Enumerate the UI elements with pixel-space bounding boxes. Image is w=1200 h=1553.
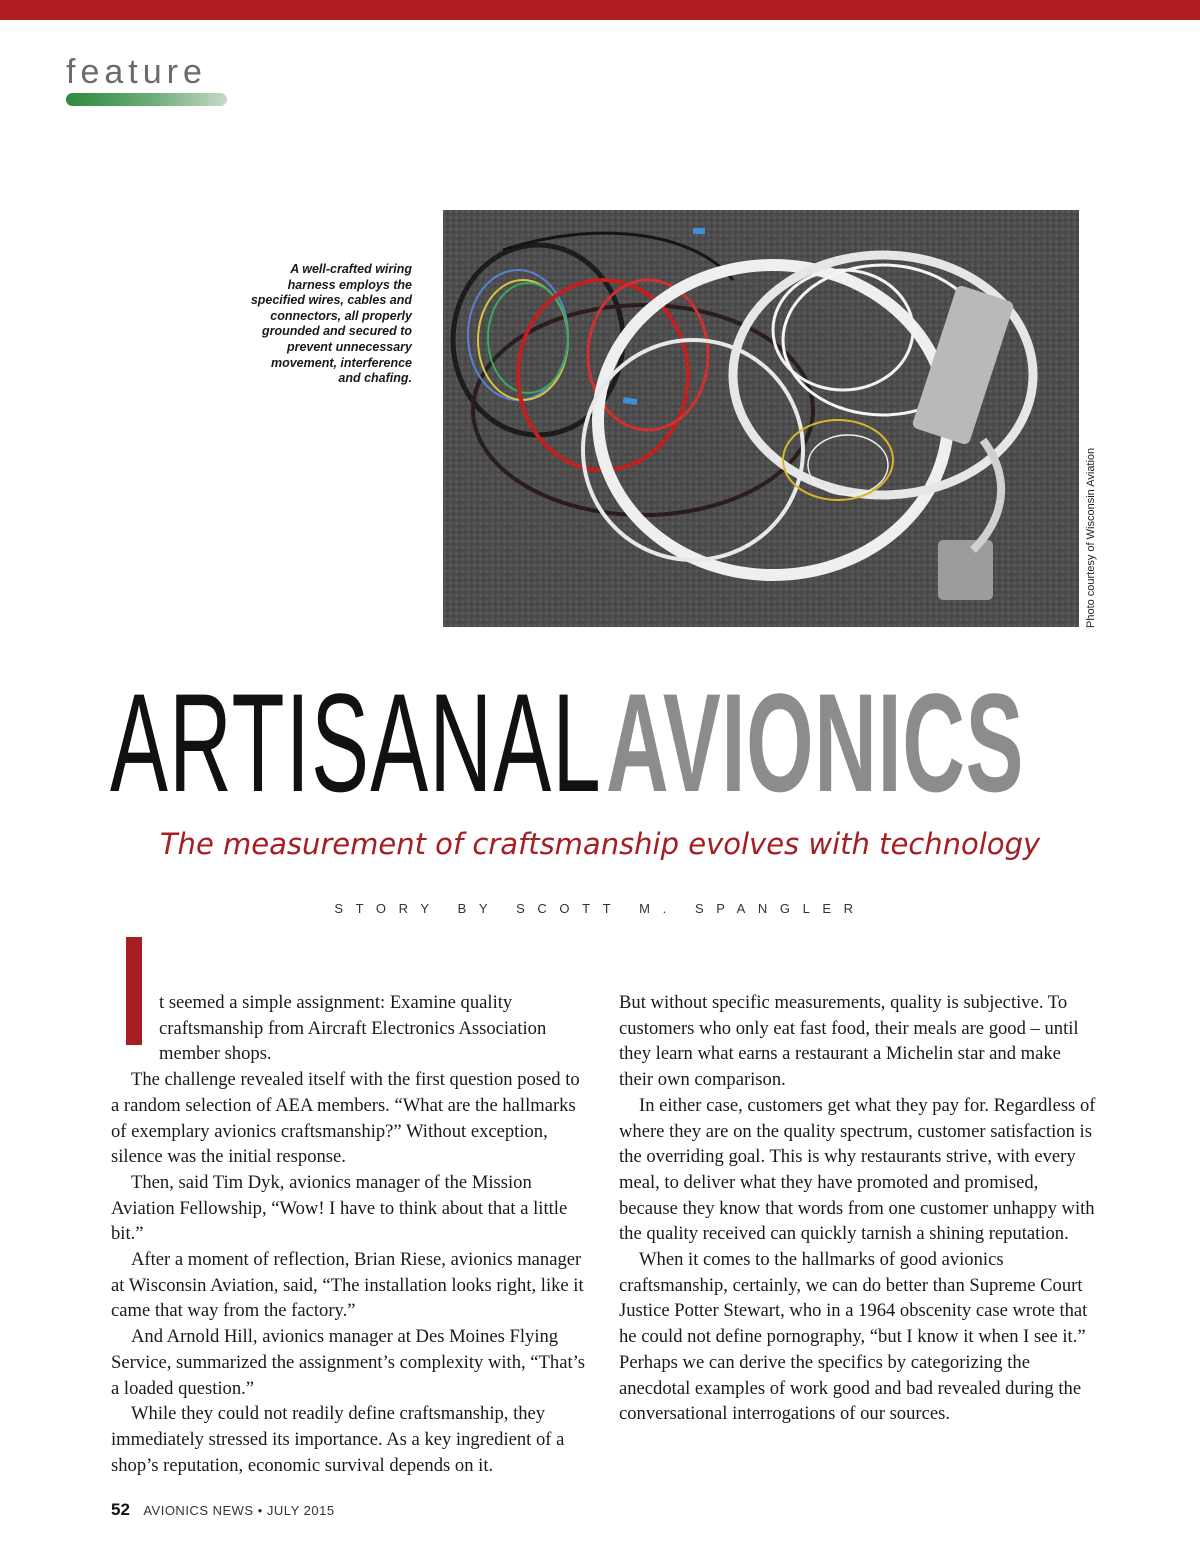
- paragraph: And Arnold Hill, avionics manager at Des Moines Flying Service, summarized the assignment’s complexity with, “That’s a loaded question.”: [111, 1326, 586, 1399]
- harness-illustration: [443, 210, 1079, 627]
- photo-caption: A well-crafted wiring harness employs the specified wires, cables and connectors, all properly grounded and secured to prevent unnecessary movement, interference and chafing.: [250, 262, 412, 386]
- paragraph: After a moment of reflection, Brian Riese, avionics manager at Wisconsin Aviation, said, “The installation looks right, like it came that way from the factory.”: [111, 1249, 584, 1322]
- page-footer: [111, 1499, 335, 1522]
- page-number: 52: [111, 1500, 130, 1519]
- photo-credit: Photo courtesy of Wisconsin Aviation: [1085, 447, 1097, 628]
- section-label: feature: [66, 53, 207, 91]
- paragraph: Then, said Tim Dyk, avionics manager of the Mission Aviation Fellowship, “Wow! I have to think about that a little bit.”: [111, 1171, 568, 1245]
- title-part-avionics: AVIONICS: [606, 664, 1025, 821]
- paragraph: But without specific measurements, quality is subjective. To customers who only eat fast food, their meals are good – until they learn what earns a restaurant a Michelin star and make their own comparison.: [619, 992, 1079, 1091]
- body-column-1: [111, 990, 589, 1478]
- wiring-harness-photo: [443, 210, 1079, 627]
- publication-name: AVIONICS NEWS: [143, 1503, 254, 1518]
- paragraph: t seemed a simple assignment: Examine quality craftsmanship from Aircraft Electronics Association member shops.: [159, 992, 547, 1065]
- title-part-artisanal: ARTISANAL: [110, 664, 602, 821]
- paragraph: The challenge revealed itself with the first question posed to a random selection of AEA members. “What are the hallmarks of exemplary avionics craftsmanship?” Without exception, silence was the initial response.: [111, 1069, 580, 1168]
- section-rule: [66, 93, 227, 106]
- body-column-2: [619, 990, 1097, 1427]
- paragraph: While they could not readily define craftsmanship, they immediately stressed its importance. As a key ingredient of a shop’s reputation, economic survival depends on it.: [111, 1403, 565, 1476]
- footer-separator: •: [257, 1503, 263, 1518]
- byline: STORY BY SCOTT M. SPANGLER: [334, 901, 866, 916]
- article-subtitle: The measurement of craftsmanship evolves with technology: [159, 827, 1041, 861]
- paragraph: In either case, customers get what they pay for. Regardless of where they are on the quality spectrum, customer satisfaction is the overriding goal. This is why restaurants strive, with every meal, to deliver what they have promoted and promised, because they know that words from one customer unhappy with the quality received can quickly tarnish a shining reputation.: [619, 1094, 1096, 1245]
- paragraph: When it comes to the hallmarks of good avionics craftsmanship, certainly, we can do better than Supreme Court Justice Potter Stewart, who in a 1964 obscenity case wrote that he could not define pornography, “but I know it when I see it.” Perhaps we can derive the specifics by categorizing the anecdotal examples of work good and bad revealed during the conversational interrogations of our sources.: [619, 1249, 1088, 1425]
- top-accent-bar: [0, 0, 1200, 20]
- issue-date: JULY 2015: [266, 1503, 335, 1518]
